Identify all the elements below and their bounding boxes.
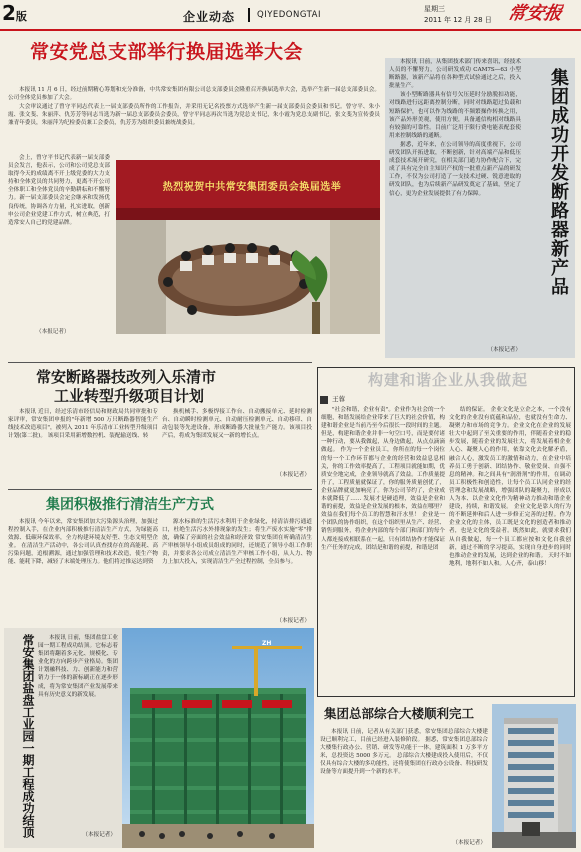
park-byline: （本报记者） bbox=[82, 832, 116, 838]
hq-headline: 集团总部综合大楼顺利完工 bbox=[324, 706, 475, 721]
newspaper-logo: 常安报 bbox=[505, 3, 565, 24]
meeting-banner-text: 热烈祝贺中共常安集团委员会换届选举 bbox=[162, 182, 342, 193]
section-pinyin: QIYEDONGTAI bbox=[257, 10, 321, 20]
building-photo-graphic bbox=[492, 704, 576, 848]
product-sidebar bbox=[385, 58, 575, 358]
product-sidebar-text: 本报讯 日前，从集团技术部门传来喜讯，经技术人员的不懈努力，公司研发成功 CAM7S—63 小型断路器，该新产品将在各种型式试验通过之后，投入批量生产。 该小型断路器具有信号欠压延时分励脱扣功能，对线路进行远距离控制分断，同时对线路超过负载和短路保护，也可以作为线路的不频繁操作转换之用，该产品外形美观，使用方便，具备通信构相对线路具有较强的可靠性。目前广泛用于限行费电能表配套使用来控制线路的通断。 据悉，近年来，在公司领导的高度重视下，公司研发团队开拓进取，不断创新，针对高端产品和低压成套技术展开研究，在相关部门通力协作配合下，完成了具有完全自主知识产权的一批重点新产品的研发工作，不仅为公司打造了一支技术过硬、锐意进取的研发团队，也为后续新产品研发奠定了基础，坚定了信心，更为企业发展提供了有力保障。 bbox=[389, 59, 521, 197]
page-number: 2版 bbox=[2, 1, 27, 25]
article1-byline: （本报记者） bbox=[36, 329, 70, 335]
hq-byline: （本报记者） bbox=[452, 840, 486, 846]
construction-photo-graphic bbox=[122, 628, 314, 848]
article3-byline: （本报记者） bbox=[276, 618, 310, 624]
building-photo bbox=[492, 704, 576, 848]
article2-headline-line2: 工业转型升级项目计划 bbox=[54, 387, 205, 405]
article2-headline-line1: 常安断路器技改列入乐清市 bbox=[36, 368, 217, 386]
article3-col1: 本报讯 今年以来，常安集团加大污染源头治理，加强过程控制入手，在企业内部积极推行清洁生产方式，为绿能高效源、低碳环保效率，全力构建环境友好型、生态文明型企业。 在清洁生产活动中，各公司认真查找存在的高能耗、高污染问题，追根溯源，通过加强管理和技术改造，使生产物能、能耗下降，减轻了末端处理压力。他们将过推运达到资 bbox=[8, 519, 158, 566]
header-rule bbox=[0, 29, 581, 31]
issue-weekday: 星期三 bbox=[424, 5, 445, 13]
article1-headline: 常安党总支部举行换届选举大会 bbox=[30, 41, 304, 63]
section-rule-1 bbox=[8, 362, 312, 363]
article4-headline: 构建和谐企业从我做起 bbox=[367, 371, 528, 389]
section-name: 企业动态 bbox=[183, 10, 236, 24]
construction-photo bbox=[122, 628, 314, 848]
park-headline: 常安集团盐盘工业园一期工程成功结顶 bbox=[21, 634, 35, 838]
article2-col1: 本报讯 近日，经过乐清市经信局和财政局共同审批和专家评审，常安集团申报的"年新增 500 万只断路器智能生产线技术改造项目"，被列入 2011 年乐清市工业转型升级项目计划(第二批)。 该项目采用新增数控机、装配输送线、转 bbox=[8, 409, 158, 440]
hq-text: 本报讯 日前，记者从有关部门获悉，常安集团总部综合大楼建设已顺利完工，目前已经进入装修阶段。 据悉，常安集团总部综合大楼集行政办公、营销、研发等功能于一体，建筑面积 1 万多平方米，总投资达 5000 多万元。 总部综合大楼建成投入使用后，不仅仅具有综合大楼的多功能性，还将使集团在行政办公设备、科技研发设备等方面提升到一个新的水平。 bbox=[320, 729, 488, 776]
article4-col1: "社会和谐，企业有责"。企业作为社会的一个细胞，和谐发展给企业带来了巨大的社会价值，构建和谐企业是当前乃至今后很长一段时间的主题。但是，构建和谐企业并非一句空口号，而是要付诸一种行动，要从我做起，从身边做起，从点点滴滴做起。 作为一个企业员工，你所在的每一个岗位的每一个工作环节都与企业的经营和效益息息相关，你的工作效率提高了，工程项目就能如期，优质安全地完成，企业领导就高了效益。工作质量提升了，工程质量就保证了，你的服务质量创优了，企业品牌就更加响亮了。你为公司节约了，企业成本就降低了…… 发展才是硬道理，效益是企业和谐的前提，效益是企业发展的根本，效益在哪里？效益在我们每个员工的智慧和汗水里！ 企业是一个团队的协作组织，在这个组织里从生产、经营、销售到服务，将企业内部的每个部门和部门的每个人都连接成相联系在一起，只有团结协作才能保证生产任务的完成，团结是和谐的前提，和谐是团 bbox=[321, 407, 445, 551]
article4-col2: 结的保证。 企业文化是立企之本，一个没有文化的企业没有底蕴和品位，也就没有生命力、凝聚力和市场的竞争力。企业文化在企业的发展壮大中起到了至关重要的作用，伴随着企业的稳步发展，随着企业的发展壮大，将发展着相企业人心、凝聚人心的作用，依靠文化去化解矛盾，融合人心，激发员工的激情和动力，在企业中培养员工勇于创新、团结协作、敬业爱岗、自强不息的精神。和之间具有"润滑剂"的作用，在调动员工积极性和创造性，让每个员工认同企业的经营理念和发展战略，增强团队的凝聚力，形成以人为本、以企业文化作为精神动力推动和谐企业建设，持续，和谐发展。 企业文化是靠人的行为的不断延伸和后人进一步修正完善的过程。作为企业文化的主体，员工既是文化的创造者和推动者，也是文化的受益者。既然如此，就要求我们从自我做起，每一个员工都应按和文化自我创新，通过不断的学习提高，实现自身进步的同时也推动企业的发展，达到企业的和谐。 天时不如地利，地利不如人和。人心齐，泰山移！ bbox=[449, 407, 571, 567]
article2-col2: 换机械手、多极焊接工作台、自动搬接单元、延时检测台、自动瞬时检测单元、自动耐压检测单元、自动移印、自动包装等先进设备，形成断路器大批量生产能力。该项目投产后，将成为集团发展又一新的增长点。 bbox=[162, 409, 312, 440]
page-header bbox=[0, 0, 581, 34]
article2-byline: （本报记者） bbox=[276, 472, 310, 478]
crane-sign: ZH bbox=[262, 640, 272, 647]
article1-body-col: 会上，曾守平书记代表新一届支部委员会发言，他表示，公司和公司党总支部取得今天的成绩离不开上级党委的大力支持和全体党员的共同努力，更离不开公司全体职工和全体党员的辛勤耕耘和不懈努力。新一届支部委员会定会继承和发扬优良传统，协调各方力量，扎实进取，创新申公司企业党建工作方式，树立典范，打造常安人自己的党建品牌。 bbox=[8, 155, 110, 226]
article1-lead: 本报讯 11 月 6 日，经过前期精心筹划和充分准备，中共常安集团有限公司总支部委员会隆重召开换届选举大会，选举产生新一届总支部委员会。公司全体党员参加了大会。 大会审议通过了曾守平同志代表上一届支部委员所作的工作报告，并采用无记名投票方式选举产生新一届支部委员会委员和书记。曾守平、朱小霞、张文斐、朱丽萍、仇芳芳等同志当选为新一届总支部委员会委员，曾守平同志再次当选为党总支书记，朱小霞为党总支副书记，张文斐为宣传委员兼青年委员，朱丽萍为纪检委员兼工会委员，仇芳芳为组织委员兼统战委员。 bbox=[8, 87, 380, 127]
section-rule-2 bbox=[8, 489, 312, 490]
article4-author-icon bbox=[320, 396, 328, 404]
park-text: 本报讯 日前，集团盐盘工业园一期工程成功结顶。它标志着集团将翻着多元化、规模化、专业化的方向跨步产业格局。集团计划融科技、力、创新能力和营销力于一体的新标刷正在逐步形成，将为常安集团产业发展带来具有历史意义的新发展。 bbox=[38, 635, 118, 698]
meeting-photo bbox=[116, 160, 380, 334]
article3-col2: 源水标准的生活污水利用于企业绿化，持清洁排污通道口，杜绝生活污水外排现象的发生；将生产废水实施"零"排放，确保了旁面的社会效益和经济效 常安集团在听确清洁生产审核领导小组成员组成的同时，还规范了领导小组工作职责，并要求各公司成立清洁生产审核工作小组，从人力、物力上加大投入，实现清洁生产全过程控制，全员参与。 bbox=[162, 519, 312, 566]
section-divider bbox=[248, 8, 250, 22]
issue-date: 2011 年 12 月 28 日 bbox=[424, 16, 492, 24]
article4-author: 王蓉 bbox=[332, 395, 345, 403]
article3-headline: 集团积极推行清洁生产方式 bbox=[46, 497, 214, 513]
product-sidebar-title: 集团成功开发断路器新产品 bbox=[548, 68, 569, 296]
product-sidebar-byline: （本报记者） bbox=[487, 347, 521, 353]
article4-box bbox=[317, 367, 575, 697]
hq-article bbox=[318, 700, 576, 850]
park-article bbox=[4, 628, 314, 848]
